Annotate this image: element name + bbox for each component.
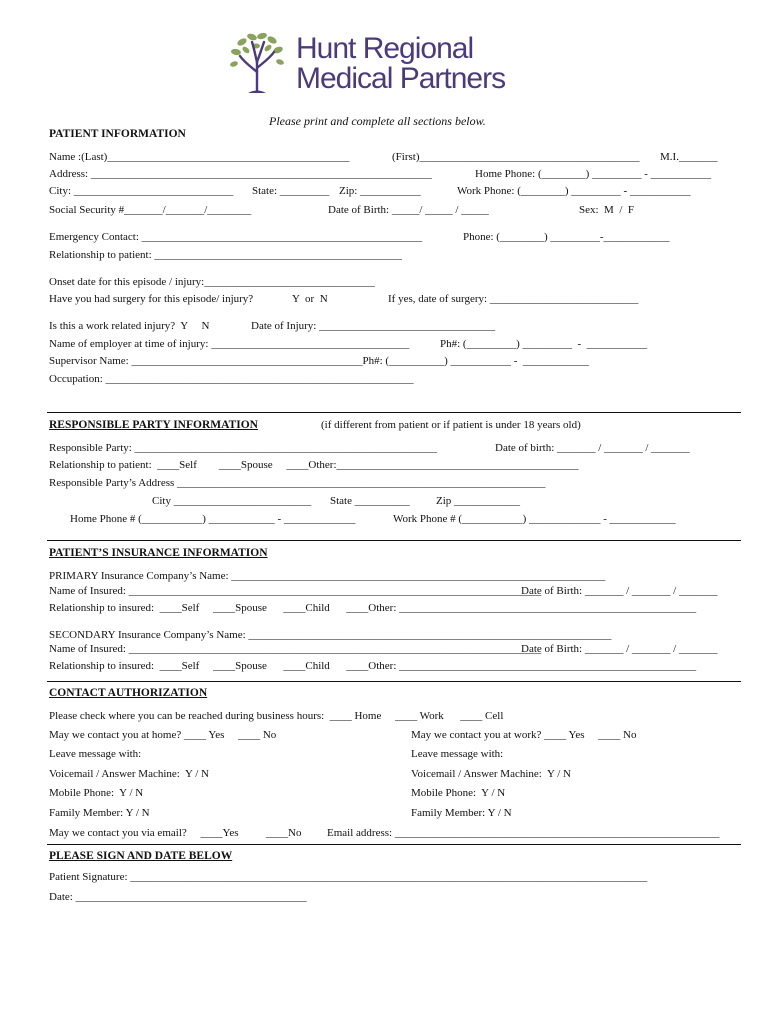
secondary-insurance-field[interactable]: SECONDARY Insurance Company’s Name: __________________________________________________________________ — [49, 629, 612, 641]
responsible-note: (if different from patient or if patient is under 18 years old) — [321, 419, 581, 431]
supervisor-field[interactable]: Supervisor Name: __________________________________________Ph#: (__________) ___________ - ____________ — [49, 355, 589, 367]
tree-logo-icon — [228, 32, 290, 94]
date-field[interactable]: Date: __________________________________________ — [49, 891, 307, 903]
name-last-field[interactable]: Name :(Last)____________________________________________ — [49, 151, 350, 163]
employer-field[interactable]: Name of employer at time of injury: ____________________________________ — [49, 338, 410, 350]
mobile-work[interactable]: Mobile Phone: Y / N — [411, 787, 506, 799]
contact-heading: CONTACT AUTHORIZATION — [49, 687, 208, 699]
family-work[interactable]: Family Member: Y / N — [411, 807, 512, 819]
state-field[interactable]: State: _________ — [252, 185, 330, 197]
email-question[interactable]: May we contact you via email? ____Yes ____No — [49, 827, 302, 839]
instructions: Please print and complete all sections below. — [269, 114, 486, 128]
work-injury-question[interactable]: Is this a work related injury? Y N — [49, 320, 210, 332]
insurance-heading: PATIENT’S INSURANCE INFORMATION — [49, 547, 268, 559]
responsible-relationship-field[interactable]: Relationship to patient: ____Self ____Spouse ____Other:____________________________________________ — [49, 459, 579, 471]
surgery-yes-no[interactable]: Y or N — [292, 293, 328, 305]
ssn-field[interactable]: Social Security #_______/_______/________ — [49, 204, 252, 216]
mobile-home[interactable]: Mobile Phone: Y / N — [49, 787, 144, 799]
onset-date-field[interactable]: Onset date for this episode / injury:_______________________________ — [49, 276, 375, 288]
occupation-field[interactable]: Occupation: ________________________________________________________ — [49, 373, 414, 385]
sign-heading: PLEASE SIGN AND DATE BELOW — [49, 850, 233, 862]
primary-dob-field[interactable]: Date of Birth: _______ / _______ / _______ — [521, 585, 718, 597]
responsible-dob-field[interactable]: Date of birth: _______ / _______ / _______ — [495, 442, 690, 454]
primary-relationship-field[interactable]: Relationship to insured: ____Self ____Spouse ____Child ____Other: ______________________________________________________ — [49, 602, 697, 614]
contact-work-question[interactable]: May we contact you at work? ____ Yes ____ No — [411, 729, 637, 741]
primary-insured-field[interactable]: Name of Insured: ___________________________________________________________________________ — [49, 585, 542, 597]
divider — [47, 844, 741, 845]
home-phone-field[interactable]: Home Phone: (________) _________ - ___________ — [475, 168, 712, 180]
emergency-phone-field[interactable]: Phone: (________) _________-____________ — [463, 231, 670, 243]
voicemail-work[interactable]: Voicemail / Answer Machine: Y / N — [411, 768, 571, 780]
responsible-city-field[interactable]: City _________________________ — [152, 495, 312, 507]
primary-insurance-field[interactable]: PRIMARY Insurance Company’s Name: ____________________________________________________________________ — [49, 570, 606, 582]
secondary-insured-field[interactable]: Name of Insured: ___________________________________________________________________________ — [49, 643, 542, 655]
divider — [47, 681, 741, 682]
responsible-state-field[interactable]: State __________ — [330, 495, 410, 507]
logo-line-1: Hunt Regional — [296, 32, 474, 65]
family-home[interactable]: Family Member: Y / N — [49, 807, 150, 819]
relationship-field[interactable]: Relationship to patient: _____________________________________________ — [49, 249, 402, 261]
zip-field[interactable]: Zip: ___________ — [339, 185, 421, 197]
responsible-heading: RESPONSIBLE PARTY INFORMATION — [49, 419, 258, 431]
responsible-party-field[interactable]: Responsible Party: _______________________________________________________ — [49, 442, 438, 454]
surgery-question: Have you had surgery for this episode/ injury? — [49, 293, 254, 305]
name-first-field[interactable]: (First)________________________________________ — [392, 151, 640, 163]
logo — [228, 32, 538, 96]
signature-field[interactable]: Patient Signature: ______________________________________________________________________________________________ — [49, 871, 648, 883]
reach-options[interactable]: Please check where you can be reached during business hours: ____ Home ____ Work ____ Cell — [49, 710, 504, 722]
contact-home-question[interactable]: May we contact you at home? ____ Yes ____ No — [49, 729, 277, 741]
logo-line-2: Medical Partners — [296, 62, 506, 95]
responsible-zip-field[interactable]: Zip ____________ — [436, 495, 521, 507]
city-field[interactable]: City: _____________________________ — [49, 185, 234, 197]
work-phone-field[interactable]: Work Phone: (________) _________ - ___________ — [457, 185, 691, 197]
divider — [47, 412, 741, 413]
divider — [47, 540, 741, 541]
secondary-dob-field[interactable]: Date of Birth: _______ / _______ / _______ — [521, 643, 718, 655]
responsible-work-phone-field[interactable]: Work Phone # (___________) _____________ - ____________ — [393, 513, 676, 525]
middle-initial-field[interactable]: M.I._______ — [660, 151, 718, 163]
email-address-field[interactable]: Email address: ___________________________________________________________ — [327, 827, 720, 839]
patient-heading: PATIENT INFORMATION — [49, 128, 186, 140]
surgery-date-field[interactable]: If yes, date of surgery: ___________________________ — [388, 293, 639, 305]
leave-message-home: Leave message with: — [49, 748, 142, 760]
leave-message-work: Leave message with: — [411, 748, 504, 760]
address-field[interactable]: Address: ______________________________________________________________ — [49, 168, 432, 180]
dob-field[interactable]: Date of Birth: _____/ _____ / _____ — [328, 204, 489, 216]
emergency-contact-field[interactable]: Emergency Contact: ___________________________________________________ — [49, 231, 423, 243]
employer-phone-field[interactable]: Ph#: (_________) _________ - ___________ — [440, 338, 648, 350]
sex-field[interactable]: Sex: M / F — [579, 204, 635, 216]
responsible-home-phone-field[interactable]: Home Phone # (___________) ____________ - _____________ — [70, 513, 356, 525]
voicemail-home[interactable]: Voicemail / Answer Machine: Y / N — [49, 768, 209, 780]
secondary-relationship-field[interactable]: Relationship to insured: ____Self ____Spouse ____Child ____Other: ______________________________________________________ — [49, 660, 697, 672]
responsible-address-field[interactable]: Responsible Party’s Address ___________________________________________________________________ — [49, 477, 546, 489]
injury-date-field[interactable]: Date of Injury: ________________________________ — [251, 320, 496, 332]
